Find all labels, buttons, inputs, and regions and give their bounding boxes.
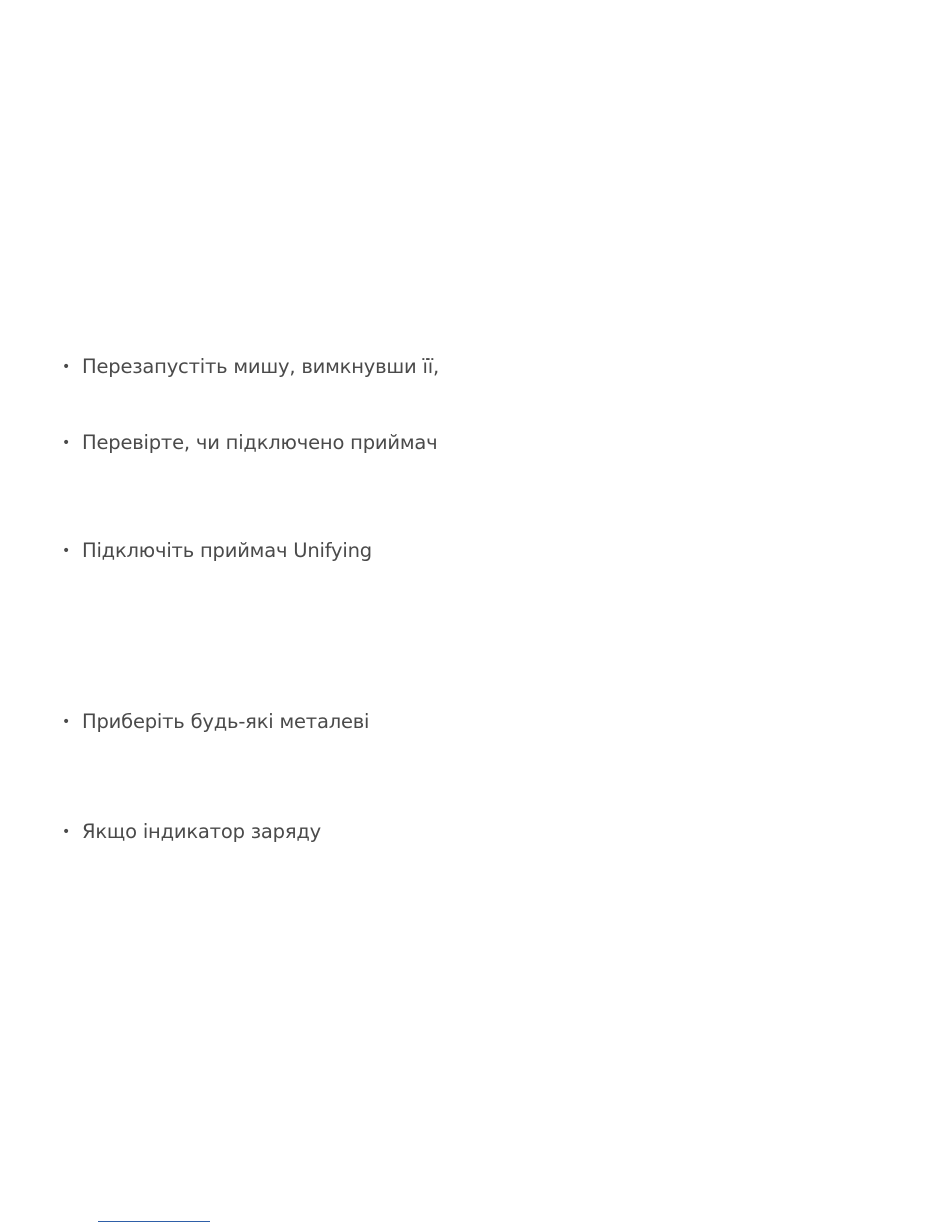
bullet-icon: •: [62, 824, 71, 840]
footnote-divider: [98, 1221, 210, 1222]
bullet-icon: •: [62, 359, 71, 375]
bullet-text: Перевірте, чи підключено приймач: [82, 431, 438, 454]
troubleshooting-bullet-1: [62, 353, 439, 381]
troubleshooting-bullet-4: [62, 708, 369, 736]
bullet-icon: •: [62, 714, 71, 730]
bullet-text: Підключіть приймач Unifying: [82, 539, 372, 562]
troubleshooting-bullet-2: [62, 429, 437, 457]
troubleshooting-bullet-5: [62, 818, 321, 846]
bullet-icon: •: [62, 543, 71, 559]
bullet-text: Перезапустіть мишу, вимкнувши її,: [82, 355, 439, 378]
bullet-icon: •: [62, 435, 71, 451]
bullet-text: Якщо індикатор заряду: [82, 820, 321, 843]
troubleshooting-bullet-3: [62, 537, 372, 565]
bullet-text: Приберіть будь-які металеві: [82, 710, 370, 733]
